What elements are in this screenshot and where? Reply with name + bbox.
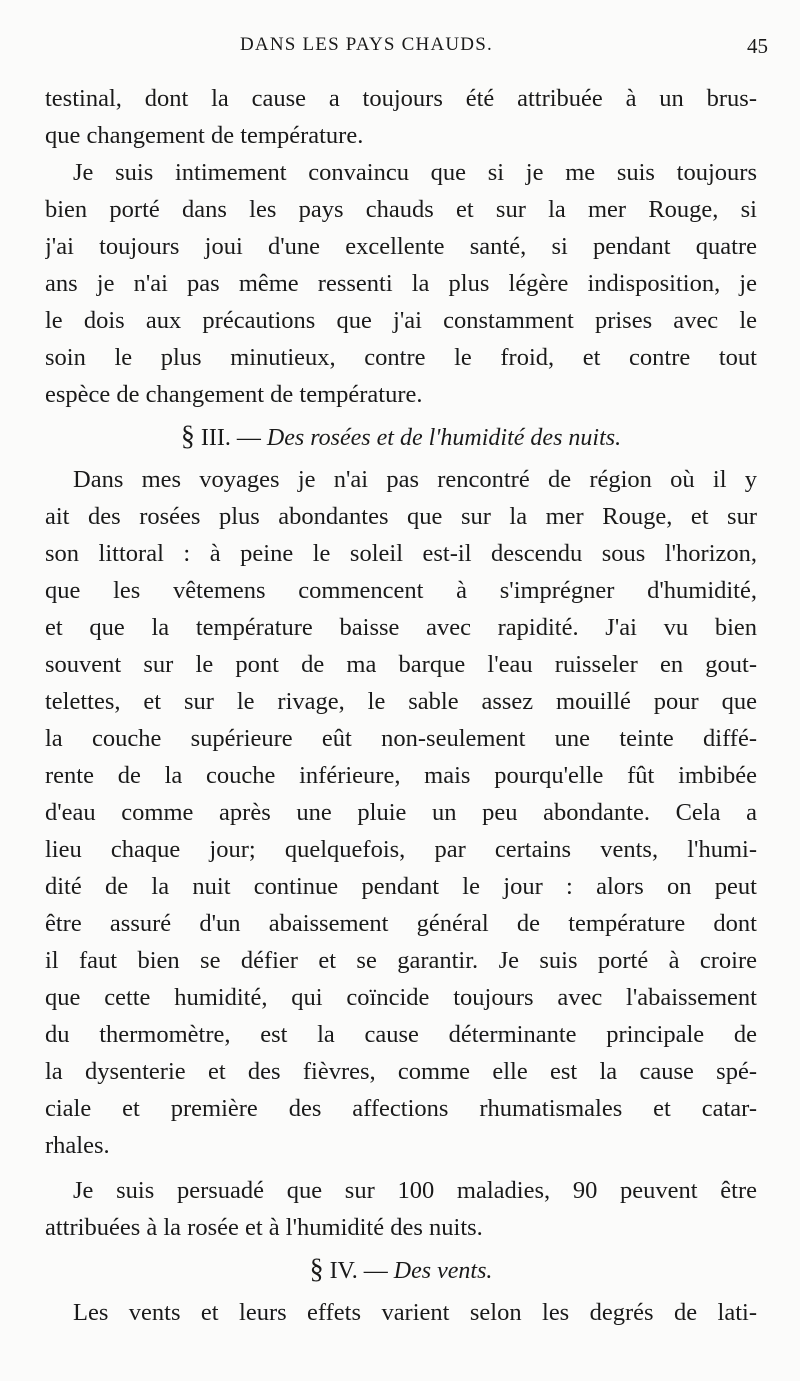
text-line: attribuées à la rosée et à l'humidité des nuits. [45,1214,483,1241]
section-title: Des vents. [393,1258,493,1284]
section-number: IV. — [329,1258,388,1284]
text-line: soin le plus minutieux, contre le froid, et contre tout [45,344,757,371]
text-line: et que la température baisse avec rapidité. J'ai vu bien [45,614,757,641]
section-heading-3 [45,413,757,461]
text-line: ait des rosées plus abondantes que sur la mer Rouge, et sur [45,503,757,530]
text-line: testinal, dont la cause a toujours été attribuée à un brus- [45,85,757,112]
text-line: Les vents et leurs effets varient selon les degrés de lati- [73,1299,757,1326]
text-line: lieu chaque jour; quelquefois, par certains vents, l'humi- [45,836,757,863]
text-line: espèce de changement de température. [45,381,423,408]
body-text [45,80,757,1331]
section-heading-4 [45,1246,757,1294]
running-head [40,34,770,68]
text-line: dité de la nuit continue pendant le jour : alors on peut [45,873,757,900]
text-line: le dois aux précautions que j'ai constamment prises avec le [45,307,757,334]
paragraph-5 [45,1294,757,1331]
text-line: ciale et première des affections rhumatismales et catar- [45,1095,757,1122]
text-line: être assuré d'un abaissement général de température dont [45,910,757,937]
section-title: Des rosées et de l'humidité des nuits. [266,425,622,451]
text-line: son littoral : à peine le soleil est-il descendu sous l'horizon, [45,540,757,567]
text-line: il faut bien se défier et se garantir. Je suis porté à croire [45,947,757,974]
page-number: 45 [747,34,768,58]
section-sign: § [309,1254,324,1285]
text-line: que cette humidité, qui coïncide toujours avec l'abaissement [45,984,757,1011]
text-line: que changement de température. [45,122,364,149]
text-line: Dans mes voyages je n'ai pas rencontré de région où il y [73,466,757,493]
text-line: bien porté dans les pays chauds et sur la mer Rouge, si [45,196,757,223]
paragraph-4 [45,1172,757,1246]
paragraph-1 [45,80,757,154]
text-line: souvent sur le pont de ma barque l'eau ruisseler en gout- [45,651,757,678]
running-title: DANS LES PAYS CHAUDS. [240,34,493,55]
paragraph-gap [45,1164,757,1172]
text-line: telettes, et sur le rivage, le sable assez mouillé pour que [45,688,757,715]
text-line: la couche supérieure eût non-seulement une teinte diffé- [45,725,757,752]
text-line: la dysenterie et des fièvres, comme elle est la cause spé- [45,1058,757,1085]
text-line: d'eau comme après une pluie un peu abondante. Cela a [45,799,757,826]
text-line: que les vêtemens commencent à s'imprégner d'humidité, [45,577,757,604]
paragraph-3 [45,461,757,1164]
text-line: Je suis persuadé que sur 100 maladies, 90 peuvent être [73,1177,757,1204]
text-line: rente de la couche inférieure, mais pourqu'elle fût imbibée [45,762,757,789]
section-sign: § [180,421,195,452]
text-line: rhales. [45,1132,110,1159]
text-line: du thermomètre, est la cause déterminante principale de [45,1021,757,1048]
paragraph-2 [45,154,757,413]
text-line: j'ai toujours joui d'une excellente santé, si pendant quatre [45,233,757,260]
text-line: ans je n'ai pas même ressenti la plus légère indisposition, je [45,270,757,297]
text-line: Je suis intimement convaincu que si je me suis toujours [73,159,757,186]
section-number: III. — [200,425,261,451]
